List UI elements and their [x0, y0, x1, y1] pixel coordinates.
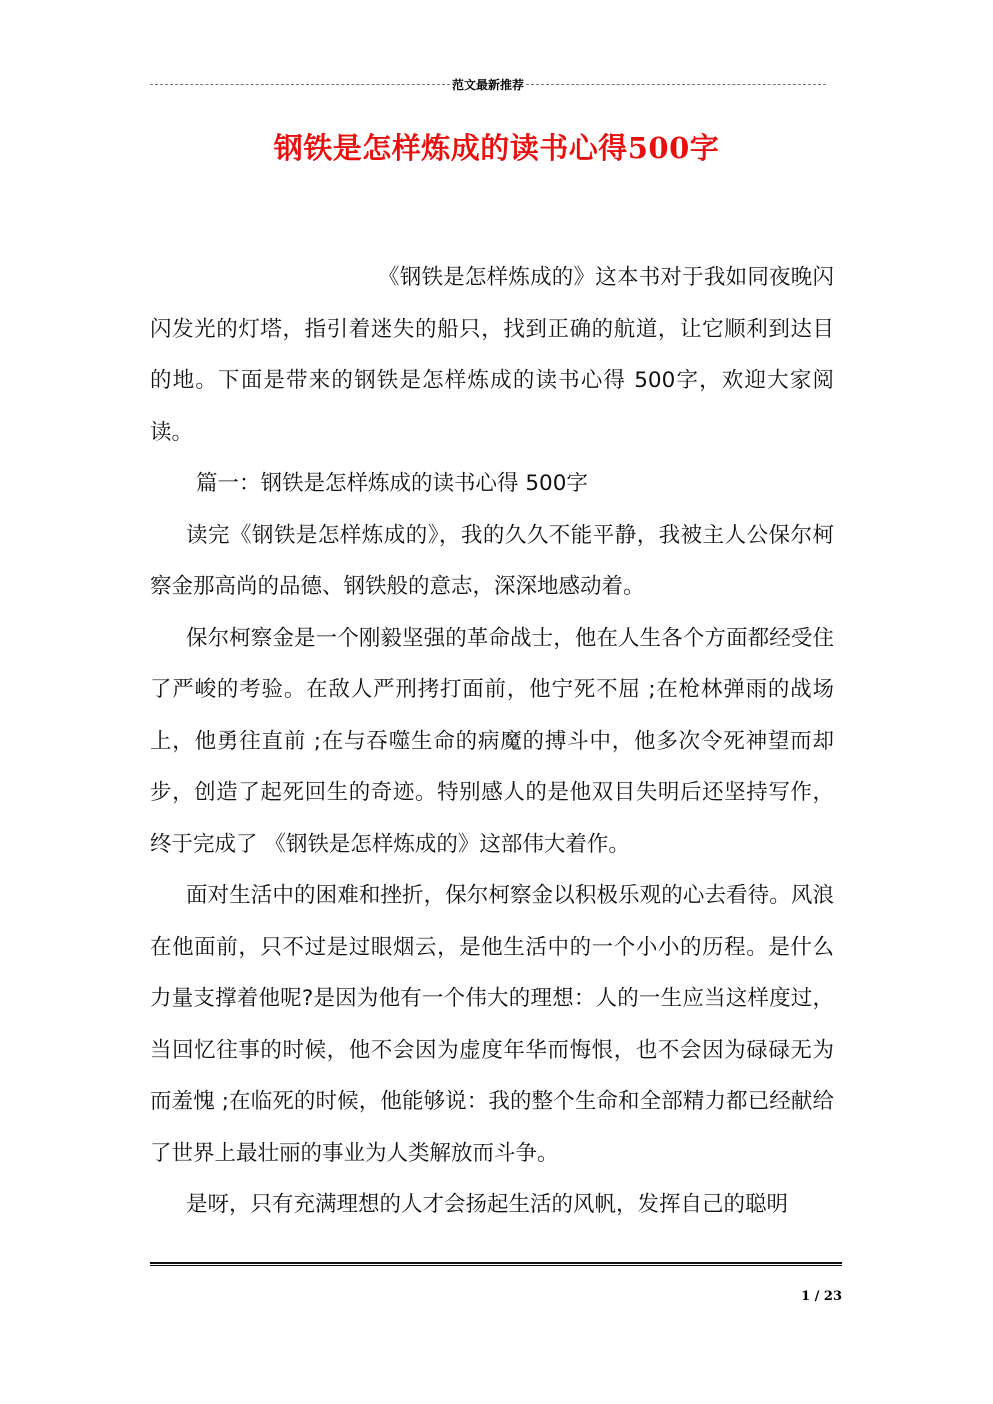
body-paragraph-2: 保尔柯察金是一个刚毅坚强的革命战士，他在人生各个方面都经受住了严峻的考验。在敌人严刑拷打面前，他宁死不屈 ;在枪林弹雨的战场上，他勇往直前 ;在与吞噬生命的病魔的搏斗中，他多次令死神望而却步，创造了起死回生的奇迹。特别感人的是他双目失明后还坚持写作，终于完成了 《钢铁是怎样炼成的》这部伟大着作。 — [150, 625, 834, 857]
header-dashed-line-left — [150, 84, 450, 85]
body-paragraph-1: 读完《钢铁是怎样炼成的》，我的久久不能平静，我被主人公保尔柯察金那高尚的品德、钢铁般的意志，深深地感动着。 — [150, 522, 834, 599]
footer-rule-thick — [150, 1262, 842, 1264]
header-dashed-line-right — [526, 84, 826, 85]
document-body — [150, 252, 834, 1231]
page-number: 1 / 23 — [801, 1289, 842, 1304]
body-paragraph-4: 是呀，只有充满理想的人才会扬起生活的风帆，发挥自己的聪明 — [186, 1192, 789, 1217]
section-heading: 篇一：钢铁是怎样炼成的读书心得 500字 — [196, 471, 588, 496]
page-header — [150, 74, 826, 94]
document-title: 钢铁是怎样炼成的读书心得500字 — [273, 131, 720, 165]
footer-rule-thin — [150, 1265, 842, 1266]
footer-rule — [150, 1262, 842, 1267]
body-paragraph-3: 面对生活中的困难和挫折，保尔柯察金以积极乐观的心去看待。风浪在他面前，只不过是过眼烟云，是他生活中的一个小小的历程。是什么力量支撑着他呢?是因为他有一个伟大的理想：人的一生应当这样度过，当回忆往事的时候，他不会因为虚度年华而悔恨，也不会因为碌碌无为而羞愧 ;在临死的时候，他能够说：我的整个生命和全部精力都已经献给了世界上最壮丽的事业为人类解放而斗争。 — [150, 883, 834, 1166]
intro-paragraph: 《钢铁是怎样炼成的》这本书对于我如同夜晚闪闪发光的灯塔，指引着迷失的船只，找到正确的航道，让它顺利到达目的地。下面是带来的钢铁是怎样炼成的读书心得 500字，欢迎大家阅读。 — [150, 265, 834, 445]
header-label: 范文最新推荐 — [452, 77, 525, 92]
